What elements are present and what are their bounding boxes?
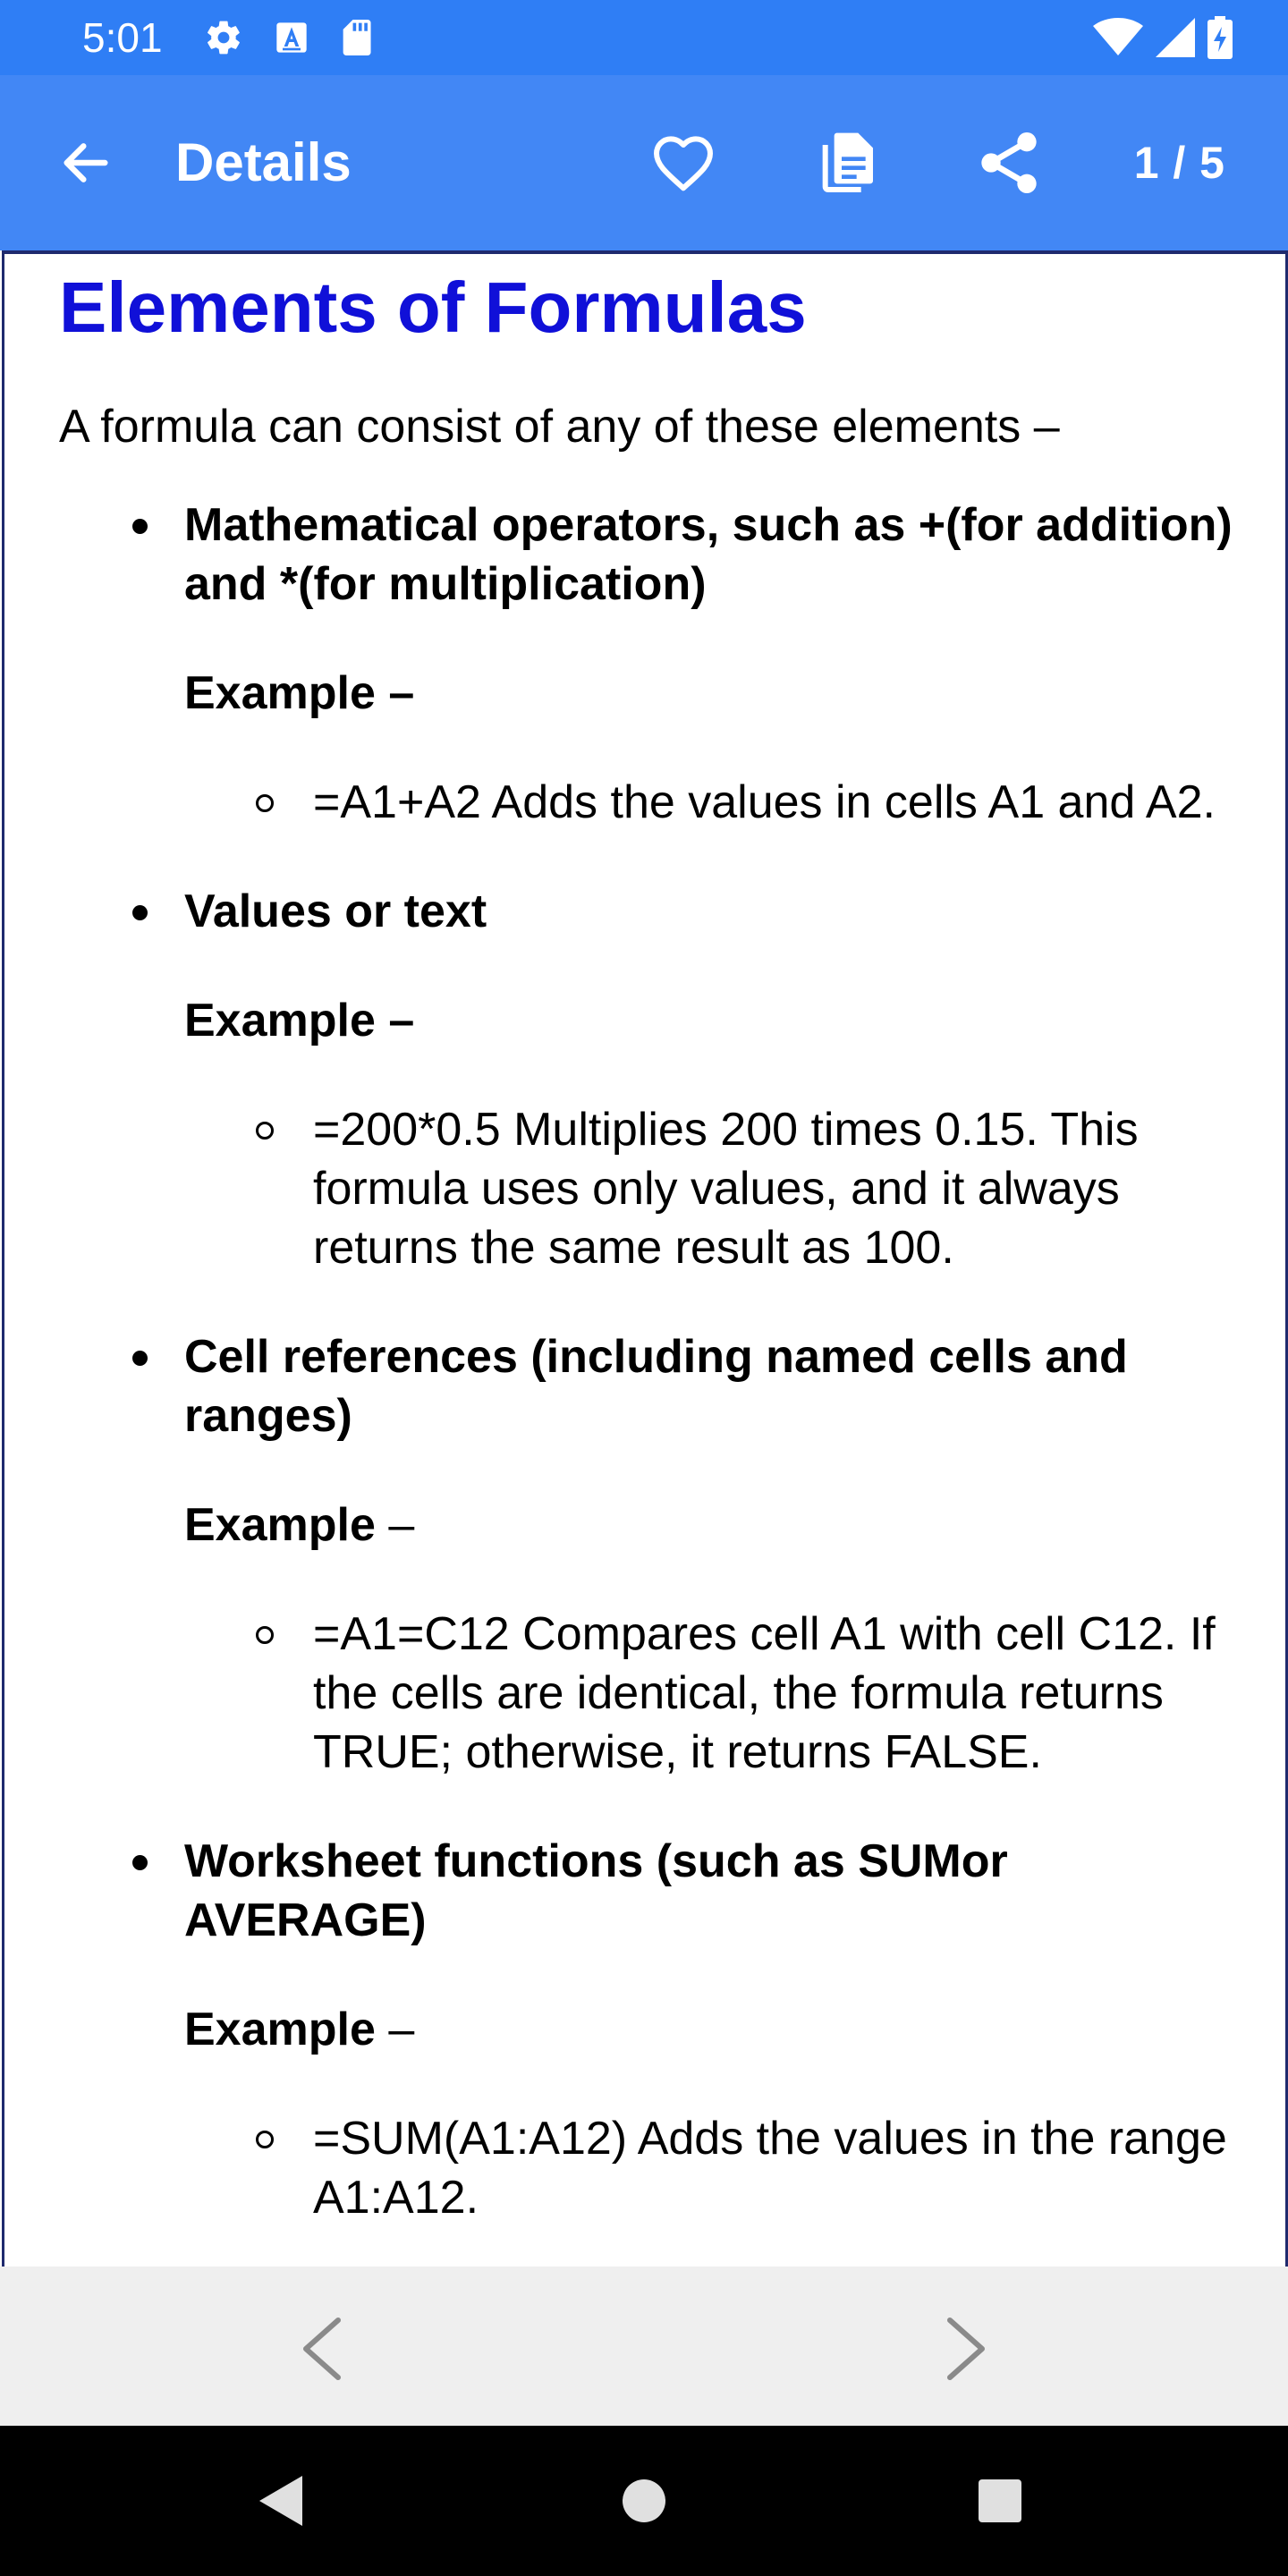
bullet: [132, 519, 148, 534]
list-item: [59, 882, 1240, 1277]
heart-icon: [648, 127, 719, 199]
example-label-text: Example: [184, 667, 376, 719]
status-left-icons: [204, 18, 376, 57]
example-dash: –: [375, 667, 415, 719]
page-counter: 1 / 5: [1133, 138, 1225, 188]
example-label-text: Example: [184, 995, 376, 1046]
content-view[interactable]: [2, 250, 1288, 2269]
example-label: [184, 1496, 1240, 1555]
sub-bullet: [256, 2131, 274, 2148]
wifi-icon: [1093, 18, 1143, 57]
article-heading: Elements of Formulas: [59, 267, 807, 347]
example-text: =A1=C12 Compares cell A1 with cell C12. If the cells are identical, the formula returns TRUE; otherwise, it returns FALSE.: [313, 1608, 1216, 1778]
list-item: [59, 1327, 1240, 1782]
example-item: [184, 2109, 1240, 2227]
text-a-icon: [274, 20, 309, 55]
previous-page-button[interactable]: [279, 2306, 365, 2392]
status-time: 5:01: [82, 14, 163, 61]
status-bar: [0, 0, 1288, 75]
example-item: [184, 1605, 1240, 1782]
list-item: [59, 1832, 1240, 2227]
bullet: [132, 1855, 148, 1870]
pager-bar: [0, 2267, 1288, 2426]
bullet: [132, 905, 148, 920]
element-list: [59, 496, 1240, 2227]
system-navigation-bar: [0, 2426, 1288, 2576]
article: [59, 265, 1240, 2227]
item-title: Mathematical operators, such as +(for addition) and *(for multiplication): [184, 499, 1233, 610]
sub-bullet: [256, 1122, 274, 1140]
example-label: [184, 664, 1240, 723]
circle-home-icon: [621, 2478, 667, 2524]
arrow-left-icon: [57, 134, 114, 191]
example-text: =SUM(A1:A12) Adds the values in the range A1:A12.: [313, 2113, 1227, 2224]
item-title: Cell references (including named cells and ranges): [184, 1331, 1128, 1442]
system-home-button[interactable]: [608, 2465, 680, 2537]
bullet: [132, 1351, 148, 1366]
example-dash: –: [375, 2004, 415, 2055]
sd-card-icon: [340, 18, 376, 57]
example-label: [184, 2000, 1240, 2059]
sub-bullet: [256, 794, 274, 812]
item-title: Worksheet functions (such as SUMor AVERAGE): [184, 1835, 1008, 1946]
back-button[interactable]: [50, 127, 122, 199]
copy-button[interactable]: [803, 120, 889, 206]
example-label-text: Example: [184, 2004, 376, 2055]
system-back-button[interactable]: [247, 2465, 318, 2537]
example-item: [184, 773, 1240, 832]
item-title: Values or text: [184, 886, 487, 937]
example-label-text: Example: [184, 1499, 376, 1551]
square-recents-icon: [977, 2478, 1023, 2524]
page-title: Details: [175, 132, 352, 192]
status-right-icons: [1093, 18, 1233, 57]
gear-icon: [204, 18, 243, 57]
example-text: =A1+A2 Adds the values in cells A1 and A2.: [313, 776, 1216, 828]
triangle-back-icon: [256, 2472, 309, 2529]
example-text: =200*0.5 Multiplies 200 times 0.15. This formula uses only values, and it always returns the same result as 100.: [313, 1104, 1139, 1274]
battery-charging-icon: [1208, 16, 1233, 59]
document-icon: [810, 127, 882, 199]
example-item: [184, 1100, 1240, 1277]
share-icon: [973, 127, 1045, 199]
example-label: [184, 991, 1240, 1050]
signal-icon: [1156, 18, 1195, 57]
chevron-right-icon: [939, 2313, 993, 2385]
list-item: [59, 496, 1240, 832]
app-bar: [0, 75, 1288, 250]
chevron-left-icon: [295, 2313, 349, 2385]
next-page-button[interactable]: [923, 2306, 1009, 2392]
example-dash: –: [375, 995, 415, 1046]
share-button[interactable]: [966, 120, 1052, 206]
favorite-button[interactable]: [640, 120, 726, 206]
example-dash: –: [375, 1499, 415, 1551]
system-recents-button[interactable]: [964, 2465, 1036, 2537]
article-intro: A formula can consist of any of these elements –: [59, 401, 1060, 453]
sub-bullet: [256, 1626, 274, 1644]
